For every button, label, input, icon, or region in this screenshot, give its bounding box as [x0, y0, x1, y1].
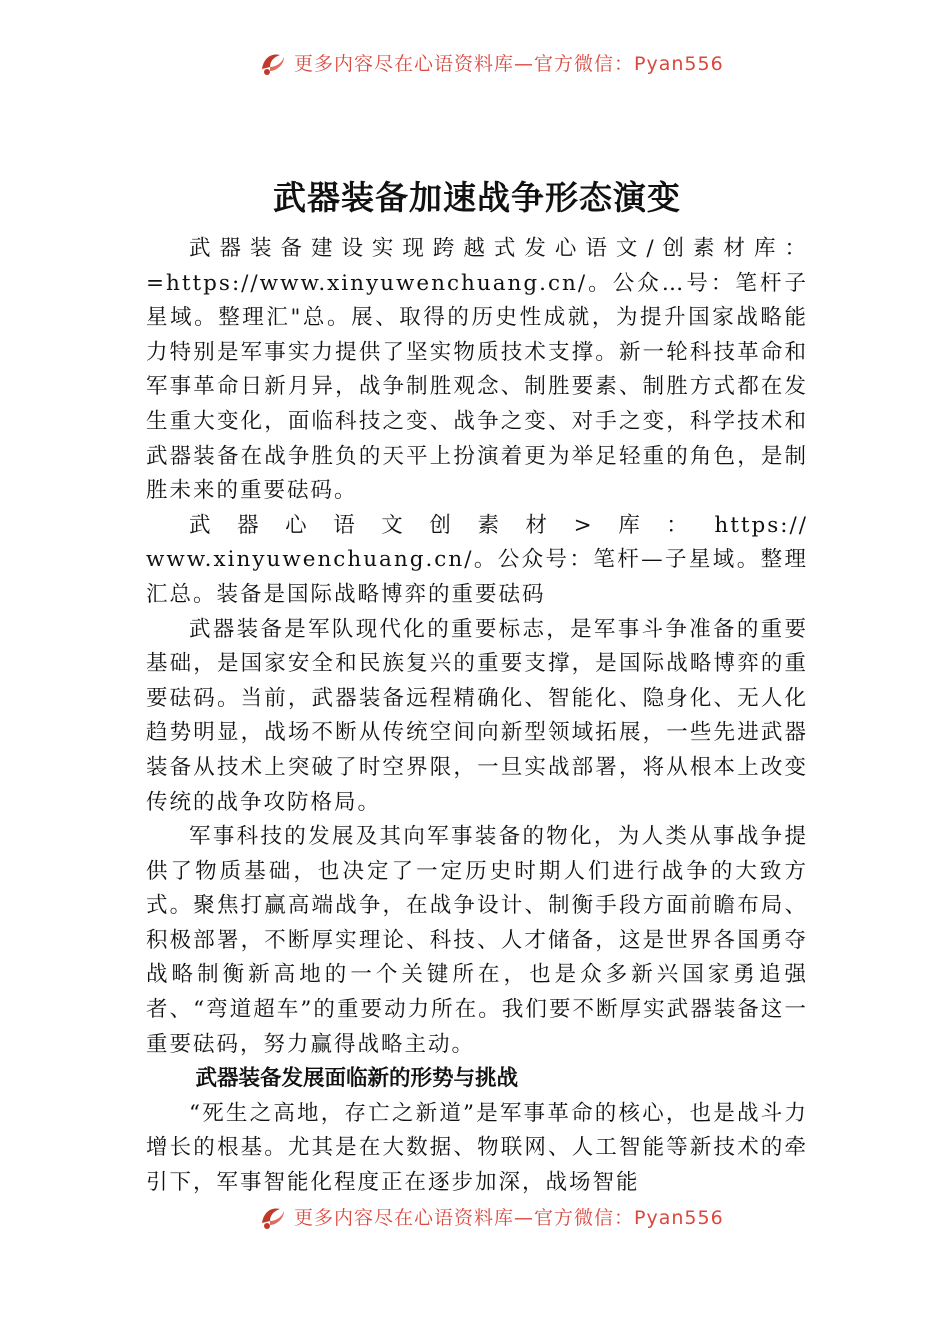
brand-logo-icon — [258, 1206, 288, 1231]
paragraph-3: 武器装备是军队现代化的重要标志，是军事斗争准备的重要基础，是国家安全和民族复兴的重要支撑，是国际战略博弈的重要砝码。当前，武器装备远程精确化、智能化、隐身化、无人化趋势明显，战场不断从传统空间向新型领域拓展，一些先进武器装备从技术上突破了时空界限，一旦实战部署，将从根本上改变传统的战争攻防格局。 — [146, 616, 808, 815]
paragraph-1-rest: =https://www.xinyuwenchuang.cn/。公众…号：笔杆子星域。整理汇"总。展、取得的历史性成就，为提升国家战略能力特别是军事实力提供了坚实物质技术支撑。新一轮科技革命和军事革命日新月异，战争制胜观念、制胜要素、制胜方式都在发生重大变化，面临科技之变、战争之变、对手之变，科学技术和武器装备在战争胜负的天平上扮演着更为举足轻重的角色，是制胜未来的重要砝码。 — [146, 270, 808, 504]
paragraph-1 — [146, 232, 808, 509]
paragraph-4: 军事科技的发展及其向军事装备的物化，为人类从事战争提供了物质基础，也决定了一定历史时期人们进行战争的大致方式。聚焦打赢高端战争，在战争设计、制衡手段方面前瞻布局、积极部署，不断厚实理论、科技、人才储备，这是世界各国勇夺战略制衡新高地的一个关键所在，也是众多新兴国家勇追强者、“弯道超车”的重要动力所在。我们要不断厚实武器装备这一重要砝码，努力赢得战略主动。 — [146, 824, 808, 1057]
header-watermark-banner — [0, 52, 950, 86]
paragraph-2-first-line: 武器心语文创素材>库：https:// — [189, 512, 808, 538]
watermark-text: 更多内容尽在心语资料库—官方微信：Pyan556 — [294, 52, 724, 75]
paragraph-1-first-line: 武器装备建设实现跨越式发心语文/创素材库： — [189, 236, 808, 261]
watermark-text: 更多内容尽在心语资料库—官方微信：Pyan556 — [294, 1206, 724, 1229]
brand-logo-icon — [258, 52, 288, 77]
footer-watermark-banner — [0, 1206, 950, 1240]
document-title: 武器装备加速战争形态演变 — [273, 178, 681, 217]
paragraph-2 — [146, 509, 808, 613]
document-body — [146, 232, 808, 1201]
paragraph-5: “死生之高地，存亡之新道”是军事革命的核心，也是战斗力增长的根基。尤其是在大数据、物联网、人工智能等新技术的牵引下，军事智能化程度正在逐步加深，战场智能 — [146, 1100, 808, 1196]
paragraph-2-rest: www.xinyuwenchuang.cn/。公众号：笔杆—子星域。整理汇总。装备是国际战略博弈的重要砝码 — [146, 547, 808, 607]
section-heading: 武器装备发展面临新的形势与挑战 — [195, 1066, 518, 1092]
